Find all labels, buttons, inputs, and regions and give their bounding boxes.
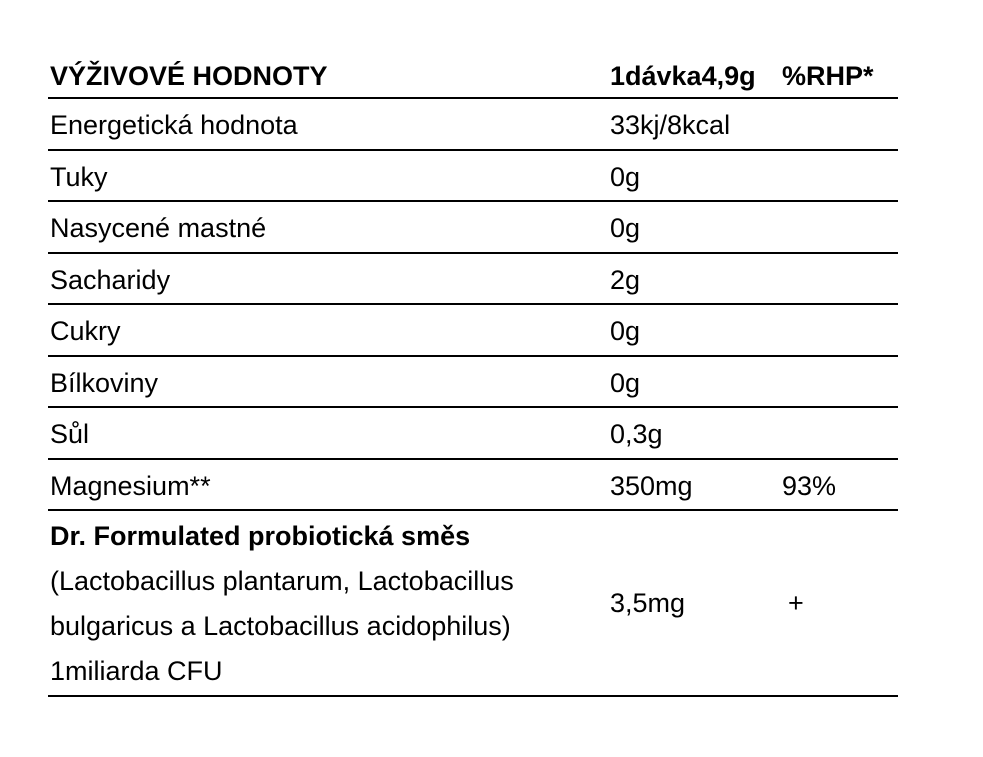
probiotic-line: 1miliarda CFU	[50, 656, 223, 686]
row-dose: 0g	[610, 367, 641, 398]
probiotic-row	[48, 511, 898, 697]
probiotic-title: Dr. Formulated probiotická směs	[50, 521, 471, 551]
row-dose: 2g	[610, 264, 641, 295]
row-name: Nasycené mastné	[50, 213, 267, 244]
row-name: Bílkoviny	[50, 367, 159, 398]
row-dose: 33kj/8kcal	[610, 110, 731, 141]
row-rhp	[782, 431, 898, 435]
row-name: Cukry	[50, 316, 121, 347]
table-row	[48, 99, 898, 151]
probiotic-rhp: +	[788, 587, 804, 618]
probiotic-line: (Lactobacillus plantarum, Lactobacillus	[50, 566, 514, 596]
row-name: Sacharidy	[50, 264, 171, 295]
row-dose: 0,3g	[610, 419, 663, 450]
row-rhp	[782, 225, 898, 229]
row-dose: 0g	[610, 161, 641, 192]
row-dose: 0g	[610, 316, 641, 347]
probiotic-description	[48, 512, 609, 694]
table-row	[48, 254, 898, 306]
probiotic-dose: 3,5mg	[610, 587, 686, 618]
row-dose: 0g	[610, 213, 641, 244]
row-rhp	[782, 122, 898, 126]
table-row	[48, 408, 898, 460]
row-name: Magnesium**	[50, 470, 211, 501]
row-rhp	[782, 276, 898, 280]
row-name: Tuky	[50, 161, 108, 192]
table-row	[48, 305, 898, 357]
row-rhp	[782, 379, 898, 383]
table-row	[48, 151, 898, 203]
table-row	[48, 357, 898, 409]
table-header-row	[48, 50, 898, 99]
row-rhp	[782, 173, 898, 177]
probiotic-line: bulgaricus a Lactobacillus acidophilus)	[50, 611, 511, 641]
row-name: Energetická hodnota	[50, 110, 298, 141]
row-rhp	[782, 328, 898, 332]
nutrition-table	[48, 50, 898, 697]
header-name: VÝŽIVOVÉ HODNOTY	[50, 61, 328, 91]
row-rhp: 93%	[782, 470, 837, 501]
row-name: Sůl	[50, 419, 90, 450]
row-dose: 350mg	[610, 470, 693, 501]
table-row	[48, 460, 898, 512]
header-dose: 1dávka4,9g	[610, 61, 756, 91]
table-row	[48, 202, 898, 254]
header-rhp: %RHP*	[782, 61, 874, 91]
